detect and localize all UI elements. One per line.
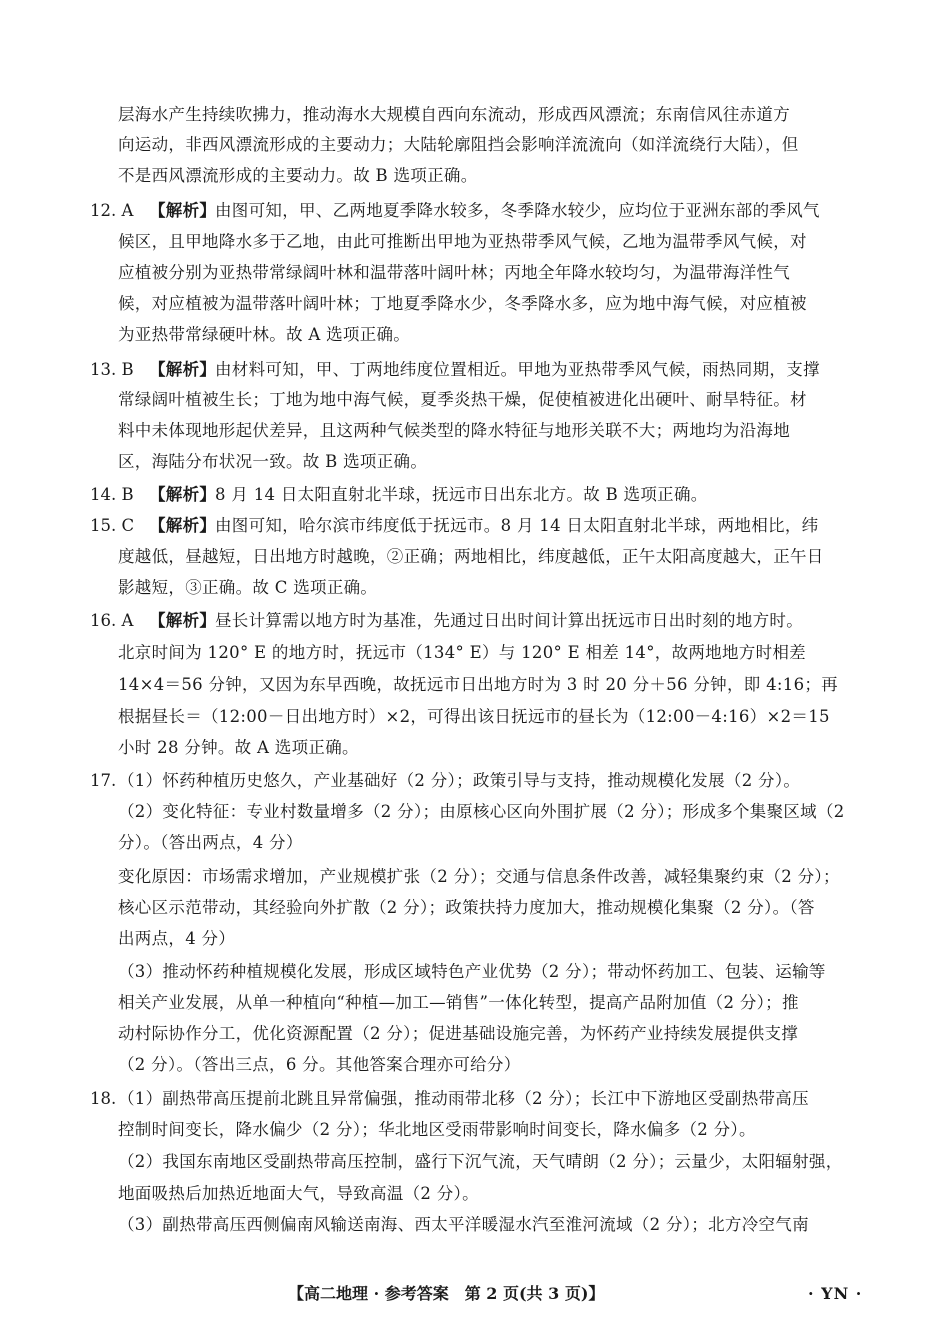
answer-text-line: 变化原因：市场需求增加，产业规模扩张（2 分）；交通与信息条件改善，减轻集聚约束（2 分）； <box>118 867 840 886</box>
answer-text-line: 分）。（答出两点，4 分） <box>118 833 303 852</box>
answer-text-line: 候，对应植被为温带落叶阔叶林；丁地夏季降水少，冬季降水多，应为地中海气候，对应植被 <box>118 294 807 313</box>
answer-text-line: 料中未体现地形起伏差异，且这两种气候类型的降水特征与地形关联不大；两地均为沿海地 <box>118 421 790 440</box>
footer-page-label: 【高二地理 · 参考答案 第 2 页(共 3 页)】 <box>288 1284 605 1303</box>
answer-text-line: （2）我国东南地区受副热带高压控制，盛行下沉气流，天气晴朗（2 分）；云量少，太阳辐射强， <box>118 1152 843 1171</box>
analysis-tag: 【解析】 <box>149 485 217 504</box>
answer-text-line: 控制时间变长，降水偏少（2 分）；华北地区受雨带影响时间变长，降水偏多（2 分）。 <box>118 1120 756 1139</box>
question-number: 17. <box>90 771 117 790</box>
analysis-tag: 【解析】 <box>149 611 217 630</box>
question-number: 12. A <box>90 201 134 220</box>
question-number: 15. C <box>90 516 135 535</box>
answer-text-line: 度越低，昼越短，日出地方时越晚，②正确；两地相比，纬度越低，正午太阳高度越大，正午日 <box>118 547 824 566</box>
answer-text-line: （1）副热带高压提前北跳且异常偏强，推动雨带北移（2 分）；长江中下游地区受副热带高压 <box>118 1089 809 1108</box>
answer-text-line: （2 分）。（答出三点，6 分。其他答案合理亦可给分） <box>118 1055 521 1074</box>
answer-text-line: （3）推动怀药种植规模化发展，形成区域特色产业优势（2 分）；带动怀药加工、包装、运输等 <box>118 962 826 981</box>
answer-text-line: 昼长计算需以地方时为基准，先通过日出时间计算出抚远市日出时刻的地方时。 <box>215 611 803 630</box>
analysis-tag: 【解析】 <box>149 516 217 535</box>
question-number: 18. <box>90 1089 117 1108</box>
answer-text-line: 层海水产生持续吹拂力，推动海水大规模自西向东流动，形成西风漂流；东南信风往赤道方 <box>118 105 790 124</box>
answer-text-line: 核心区示范带动，其经验向外扩散（2 分）；政策扶持力度加大，推动规模化集聚（2 分）。（答 <box>118 898 815 917</box>
analysis-tag: 【解析】 <box>149 360 217 379</box>
analysis-tag: 【解析】 <box>149 201 217 220</box>
question-number: 16. A <box>90 611 134 630</box>
answer-text-line: 不是西风漂流形成的主要动力。故 B 选项正确。 <box>118 166 478 185</box>
answer-text-line: 为亚热带常绿硬叶林。故 A 选项正确。 <box>118 325 411 344</box>
answer-text-line: 14×4＝56 分钟，又因为东早西晚，故抚远市日出地方时为 3 时 20 分＋56 分钟，即 4:16；再 <box>118 675 838 694</box>
answer-text-line: 8 月 14 日太阳直射北半球，抚远市日出东北方。故 B 选项正确。 <box>215 485 708 504</box>
footer-code: · YN · <box>808 1284 863 1303</box>
answer-text-line: 动村际协作分工，优化资源配置（2 分）；促进基础设施完善，为怀药产业持续发展提供支撑 <box>118 1024 799 1043</box>
answer-text-line: 区，海陆分布状况一致。故 B 选项正确。 <box>118 452 428 471</box>
answer-text-line: 根据昼长＝（12:00－日出地方时）×2，可得出该日抚远市的昼长为（12:00－4:16）×2＝15 <box>118 707 830 726</box>
question-number: 13. B <box>90 360 134 379</box>
answer-text-line: （2）变化特征：专业村数量增多（2 分）；由原核心区向外围扩展（2 分）；形成多个集聚区域（2 <box>118 802 845 821</box>
answer-text-line: （3）副热带高压西侧偏南风输送南海、西太平洋暖湿水汽至淮河流域（2 分）；北方冷空气南 <box>118 1215 809 1234</box>
answer-text-line: 向运动，非西风漂流形成的主要动力；大陆轮廓阻挡会影响洋流流向（如洋流绕行大陆），但 <box>118 135 799 154</box>
answer-text-line: （1）怀药种植历史悠久，产业基础好（2 分）；政策引导与支持，推动规模化发展（2 分）。 <box>118 771 801 790</box>
answer-text-line: 应植被分别为亚热带常绿阔叶林和温带落叶阔叶林；丙地全年降水较均匀，为温带海洋性气 <box>118 263 790 282</box>
answer-text-line: 候区，且甲地降水多于乙地，由此可推断出甲地为亚热带季风气候，乙地为温带季风气候，对 <box>118 232 807 251</box>
answer-text-line: 常绿阔叶植被生长；丁地为地中海气候，夏季炎热干燥，促使植被进化出硬叶、耐旱特征。材 <box>118 390 807 409</box>
answer-text-line: 相关产业发展，从单一种植向“种植—加工—销售”一体化转型，提高产品附加值（2 分）；推 <box>118 993 799 1012</box>
answer-text-line: 出两点，4 分） <box>118 929 236 948</box>
answer-text-line: 由图可知，哈尔滨市纬度低于抚远市。8 月 14 日太阳直射北半球，两地相比，纬 <box>215 516 819 535</box>
answer-text-line: 北京时间为 120° E 的地方时，抚远市（134° E）与 120° E 相差 14°，故两地地方时相差 <box>118 643 806 662</box>
answer-text-line: 影越短，③正确。故 C 选项正确。 <box>118 578 378 597</box>
answer-text-line: 小时 28 分钟。故 A 选项正确。 <box>118 738 359 757</box>
question-number: 14. B <box>90 485 134 504</box>
answer-text-line: 地面吸热后加热近地面大气，导致高温（2 分）。 <box>118 1184 479 1203</box>
answer-text-line: 由材料可知，甲、丁两地纬度位置相近。甲地为亚热带季风气候，雨热同期，支撑 <box>215 360 820 379</box>
answer-text-line: 由图可知，甲、乙两地夏季降水较多，冬季降水较少，应均位于亚洲东部的季风气 <box>215 201 820 220</box>
